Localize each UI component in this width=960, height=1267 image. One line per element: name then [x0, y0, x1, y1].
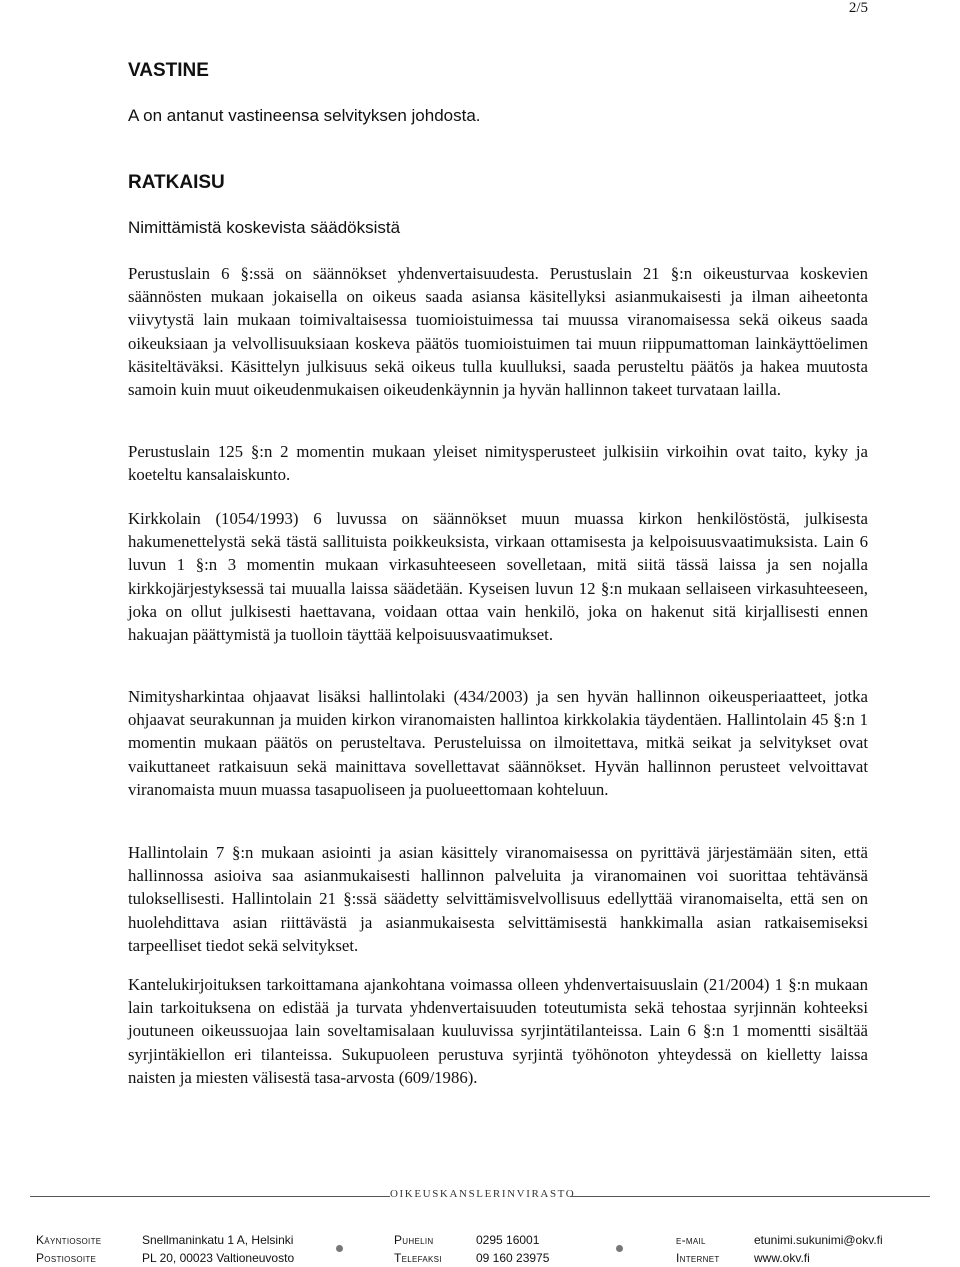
footer-rule-right — [570, 1196, 930, 1197]
paragraph-6: Kantelukirjoituksen tarkoittamana ajankohtana voimassa olleen yhdenvertaisuuslain (21/2004) 1 §:n mukaan lain tarkoituksena on edistää ja turvata yhdenvertaisuuden toteutumista sekä tehostaa syrjinnän kohteeksi joutuneen oikeussuojaa lain soveltamisalaan kuuluvissa syrjintätilanteissa. Lain 6 §:n 1 momentti sisältää syrjintäkiellon eri tilanteissa. Sukupuoleen perustuva syrjintä työhönoton yhteydessä on kielletty laissa naisten ja miesten välisestä tasa-arvosta (609/1986). — [128, 975, 868, 1087]
email-value: etunimi.sukunimi@okv.fi — [754, 1233, 883, 1247]
fax-value: 09 160 23975 — [476, 1251, 550, 1265]
paragraph-3: Kirkkolain (1054/1993) 6 luvussa on säännökset muun muassa kirkon henkilöstöstä, julkisesta hakumenettelystä sekä tästä sallituista poikkeuksista, virkaan ottamisesta ja kelpoisuusvaatimuksista. Lain 6 luvun 1 §:n 3 momentin mukaan virkasuhteeseen sovelletaan, mitä siitä tässä laissa ja sen nojalla kirkkojärjestyksessä tai muualla laissa säädetään. Kyseisen luvun 12 §:n mukaan sellaiseen virkasuhteeseen, joka on ollut julkisesti haettavana, voidaan ottaa vain henkilö, joka on hakenut sitä kirjallisesti ennen hakuajan päättymistä ja tuolloin täyttää kelpoisuusvaatimukset. — [128, 509, 868, 645]
paragraph-4: Nimitysharkintaa ohjaavat lisäksi hallintolaki (434/2003) ja sen hyvän hallinnon oikeusperiaatteet, jotka ohjaavat seurakunnan ja muiden kirkon viranomaisten hallintoa kirkkolakia täydentäen. Hallintolain 45 §:n 1 momentin mukaan päätös on perusteltava. Perusteluissa on ilmoitettava, mitkä seikat ja selvitykset ovat vaikuttaneet ratkaisuun sekä mainittava sovellettavat säännökset. Hyvän hallinnon perusteet velvoittavat viranomaista muun muassa tasapuoliseen ja puolueettomaan kohteluun. — [128, 687, 868, 799]
postal-address-label: Postiosoite — [36, 1251, 97, 1265]
vastine-text: A on antanut vastineensa selvityksen johdosta. — [128, 106, 481, 125]
footer-row-2 — [0, 1251, 960, 1267]
paragraph-5: Hallintolain 7 §:n mukaan asiointi ja asian käsittely viranomaisessa on pyrittävä järjestämään siten, että hallinnossa asioiva saa asianmukaisesti hallinnon palveluita ja viranomainen voi suorittaa tehtävänsä tuloksellisesti. Hallintolain 21 §:ssä säädetty selvittämisvelvollisuus edellyttää viranomaiselta, että sen on huolehdittava asian riittävästä ja asianmukaisesta selvittämisestä hankkimalla asian ratkaisemiseksi tarpeelliset tiedot sekä selvitykset. — [128, 843, 868, 955]
email-label: e-mail — [676, 1233, 706, 1247]
page-number: 2/5 — [848, 0, 868, 16]
footer-row-1 — [0, 1233, 960, 1249]
phone-label: Puhelin — [394, 1233, 434, 1247]
postal-address-value: PL 20, 00023 Valtioneuvosto — [142, 1251, 295, 1265]
ratkaisu-heading: RATKAISU — [128, 172, 225, 193]
visiting-address-value: Snellmaninkatu 1 A, Helsinki — [142, 1233, 294, 1247]
agency-name: OIKEUSKANSLERINVIRASTO — [390, 1188, 576, 1200]
internet-value: www.okv.fi — [754, 1251, 810, 1265]
footer-rule-left — [30, 1196, 390, 1197]
visiting-address-label: Käyntiosoite — [36, 1233, 102, 1247]
fax-label: Telefaksi — [394, 1251, 442, 1265]
paragraph-2: Perustuslain 125 §:n 2 momentin mukaan yleiset nimitysperusteet julkisiin virkoihin ovat taito, kyky ja koeteltu kansalaiskunto. — [128, 442, 868, 485]
internet-label: Internet — [676, 1251, 720, 1265]
phone-value: 0295 16001 — [476, 1233, 540, 1247]
vastine-heading: VASTINE — [128, 60, 209, 81]
paragraph-1: Perustuslain 6 §:ssä on säännökset yhdenvertaisuudesta. Perustuslain 21 §:n oikeusturvaa koskevien säännösten mukaan jokaisella on oikeus saada asiansa käsitellyksi asianmukaisesti ja ilman aiheetonta viivytystä lain mukaan toimivaltaisessa tuomioistuimessa tai muussa viranomaisessa sekä oikeus saada oikeuksiaan ja velvollisuuksiaan koskeva päätös tuomioistuimen tai muun riippumattoman lainkäyttöelimen käsiteltäväksi. Käsittelyn julkisuus sekä oikeus tulla kuulluksi, saada perusteltu päätös ja hakea muutosta samoin kuin muut oikeudenmukaisen oikeudenkäynnin ja hyvän hallinnon takeet turvataan lailla. — [128, 264, 868, 400]
section-subheading: Nimittämistä koskevista säädöksistä — [128, 218, 401, 237]
